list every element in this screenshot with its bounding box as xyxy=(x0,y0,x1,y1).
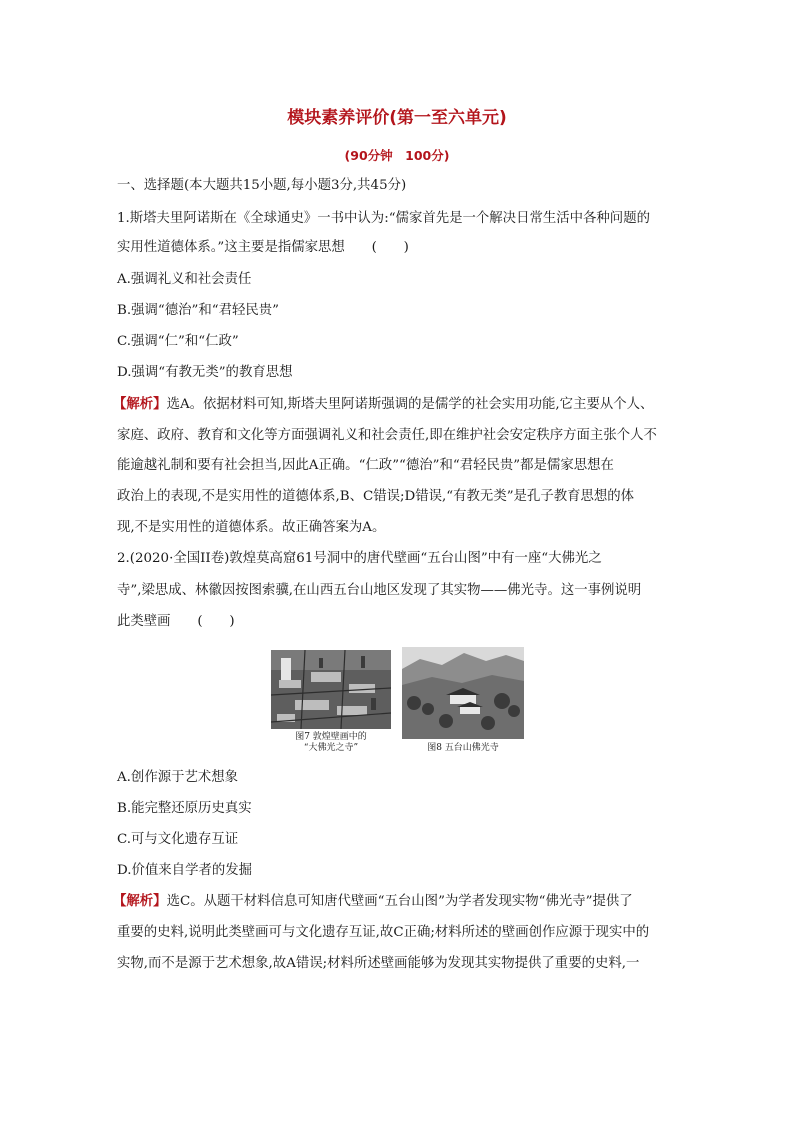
q1-stem-line: 实用性道德体系。”这主要是指儒家思想 ( ) xyxy=(117,240,409,255)
figure-8-caption: 图8 五台山佛光寺 xyxy=(427,743,499,753)
q2-option-a: A.创作源于艺术想象 xyxy=(117,770,239,785)
analysis-text: 选A。依据材料可知,斯塔夫里阿诺斯强调的是儒学的社会实用功能,它主要从个人、 xyxy=(166,397,654,412)
analysis-tag: 【解析】 xyxy=(113,397,167,412)
q2-analysis-line: 实物,而不是源于艺术想象,故A错误;材料所述壁画能够为发现其实物提供了重要的史料,一 xyxy=(117,956,640,971)
q2-stem-line: 寺”,梁思成、林徽因按图索骥,在山西五台山地区发现了其实物——佛光寺。这一事例说明 xyxy=(117,583,642,598)
q1-option-c: C.强调“仁”和“仁政” xyxy=(117,334,239,349)
q1-analysis-line: 能逾越礼制和要有社会担当,因此A正确。“仁政”“德治”和“君轻民贵”都是儒家思想在 xyxy=(117,458,614,473)
section-heading: 一、选择题(本大题共15小题,每小题3分,共45分) xyxy=(117,178,407,193)
q1-stem-line: 1.斯塔夫里阿诺斯在《全球通史》一书中认为:“儒家首先是一个解决日常生活中各种问题的 xyxy=(117,211,650,226)
q2-analysis-line xyxy=(113,894,633,910)
analysis-tag: 【解析】 xyxy=(113,894,167,909)
figure-7-caption xyxy=(271,732,391,754)
q2-option-b: B.能完整还原历史真实 xyxy=(117,801,252,816)
q2-option-d: D.价值来自学者的发掘 xyxy=(117,863,253,878)
analysis-text: 选C。从题干材料信息可知唐代壁画“五台山图”为学者发现实物“佛光寺”提供了 xyxy=(166,894,633,909)
q2-stem-line: 此类壁画 ( ) xyxy=(117,614,235,629)
q1-analysis-line: 政治上的表现,不是实用性的道德体系,B、C错误;D错误,“有教无类”是孔子教育思想的体 xyxy=(117,489,635,504)
figure-7-mural-image xyxy=(271,650,391,729)
q2-option-c: C.可与文化遗存互证 xyxy=(117,832,239,847)
q1-analysis-line: 现,不是实用性的道德体系。故正确答案为A。 xyxy=(117,520,386,535)
page-title: 模块素养评价(第一至六单元) xyxy=(287,108,507,128)
q1-option-b: B.强调“德治”和“君轻民贵” xyxy=(117,303,279,318)
q2-stem-line: 2.(2020·全国II卷)敦煌莫高窟61号洞中的唐代壁画“五台山图”中有一座“大佛光之 xyxy=(117,551,602,566)
exam-duration-score: (90分钟 100分) xyxy=(344,148,450,163)
figure-7-caption-line: 图7 敦煌壁画中的 xyxy=(295,732,367,742)
q1-option-a: A.强调礼义和社会责任 xyxy=(117,272,252,287)
q1-analysis-line: 家庭、政府、教育和文化等方面强调礼义和社会责任,即在维护社会安定秩序方面主张个人不 xyxy=(117,428,657,443)
q1-option-d: D.强调“有教无类”的教育思想 xyxy=(117,365,293,380)
q1-analysis-line xyxy=(113,397,653,413)
figure-8-temple-photo xyxy=(402,647,524,739)
figure-7-caption-line: “大佛光之寺” xyxy=(303,743,359,753)
q2-analysis-line: 重要的史料,说明此类壁画可与文化遗存互证,故C正确;材料所述的壁画创作应源于现实中的 xyxy=(117,925,650,940)
